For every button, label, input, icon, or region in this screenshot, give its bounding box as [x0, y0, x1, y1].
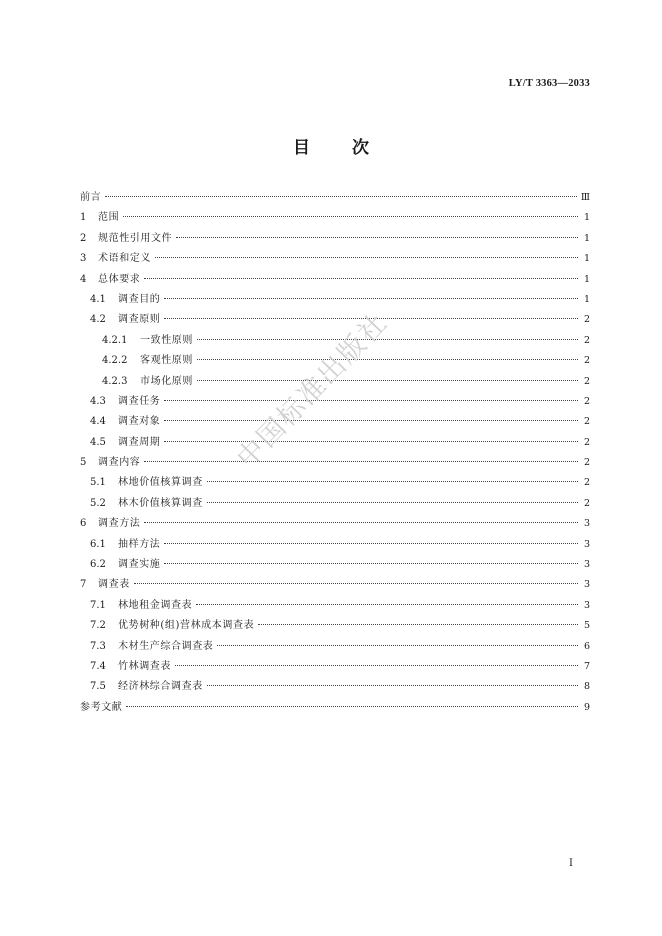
- toc-leader-dots: [155, 257, 578, 258]
- toc-entry-page: 2: [583, 416, 590, 428]
- toc-entry[interactable]: [80, 637, 590, 657]
- toc-entry-title: 木材生产综合调查表: [118, 640, 214, 652]
- toc-entry-title: 抽样方法: [118, 538, 161, 550]
- toc-entry-title: 参考文献: [80, 701, 123, 713]
- toc-leader-dots: [207, 481, 578, 482]
- toc-entry-number: 4.1: [90, 293, 106, 305]
- toc-leader-dots: [126, 706, 578, 707]
- toc-leader-dots: [164, 563, 578, 564]
- toc-entry-number: 7.4: [90, 660, 106, 672]
- toc-entry-number: 7: [80, 579, 87, 591]
- toc-entry-number: 6: [80, 518, 87, 530]
- toc-entry-page: 3: [583, 518, 590, 530]
- toc-leader-dots: [197, 359, 578, 360]
- toc-entry-page: 7: [583, 660, 590, 672]
- toc-entry-page: 6: [583, 640, 590, 652]
- toc-entry-number: 6.2: [90, 559, 106, 571]
- toc-leader-dots: [105, 196, 577, 197]
- toc-entry[interactable]: [80, 677, 590, 697]
- toc-entry-title: 调查原则: [118, 314, 161, 326]
- toc-entry-page: Ⅲ: [580, 192, 590, 203]
- standard-code: LY/T 3363—2033: [508, 78, 590, 89]
- toc-leader-dots: [197, 380, 578, 381]
- toc-entry[interactable]: [80, 188, 590, 208]
- toc-entry[interactable]: [80, 433, 590, 453]
- toc-entry-page: 2: [583, 375, 590, 387]
- toc-entry-title: 林地价值核算调查: [118, 477, 203, 489]
- watermark: 中国标准出版社: [231, 306, 395, 475]
- page-number: I: [569, 858, 573, 869]
- toc-entry[interactable]: [80, 453, 590, 473]
- toc-leader-dots: [144, 461, 578, 462]
- toc-entry-page: 2: [583, 436, 590, 448]
- toc-entry[interactable]: [80, 494, 590, 514]
- toc-entry[interactable]: [80, 514, 590, 534]
- toc-entry-title: 调查方法: [98, 518, 141, 530]
- toc-entry[interactable]: [80, 229, 590, 249]
- toc-entry-page: 1: [583, 293, 590, 305]
- toc-entry-number: 6.1: [90, 538, 106, 550]
- toc-entry-page: 5: [583, 620, 590, 632]
- toc-entry-page: 2: [583, 334, 590, 346]
- toc-leader-dots: [164, 400, 578, 401]
- toc-entry[interactable]: [80, 290, 590, 310]
- toc-entry-page: 3: [583, 599, 590, 611]
- toc-leader-dots: [175, 665, 578, 666]
- toc-entry-number: 5.1: [90, 477, 106, 489]
- toc-leader-dots: [197, 339, 578, 340]
- toc-entry-number: 7.5: [90, 681, 106, 693]
- toc-entry-page: 8: [583, 681, 590, 693]
- toc-entry-page: 3: [583, 538, 590, 550]
- toc-entry[interactable]: [80, 657, 590, 677]
- toc-entry[interactable]: [80, 310, 590, 330]
- toc-entry-page: 2: [583, 497, 590, 509]
- toc-entry-page: 1: [583, 212, 590, 224]
- toc-entry-number: 4.2.3: [102, 375, 128, 387]
- toc-entry-title: 总体要求: [98, 273, 141, 285]
- toc-entry[interactable]: [80, 555, 590, 575]
- toc-leader-dots: [207, 685, 578, 686]
- toc-entry-title: 调查内容: [98, 457, 141, 469]
- toc-entry-title: 经济林综合调查表: [118, 681, 203, 693]
- toc-entry[interactable]: [80, 412, 590, 432]
- toc-entry-number: 7.1: [90, 599, 106, 611]
- toc-entry-page: 2: [583, 477, 590, 489]
- toc-entry-title: 前言: [80, 192, 102, 203]
- toc-entry-page: 1: [583, 273, 590, 285]
- toc-leader-dots: [258, 624, 578, 625]
- toc-entry-title: 竹林调查表: [118, 660, 171, 672]
- toc-entry-title: 林地租金调查表: [118, 599, 193, 611]
- toc-entry-number: 2: [80, 232, 87, 244]
- toc-leader-dots: [176, 237, 578, 238]
- toc-entry-page: 2: [583, 457, 590, 469]
- toc-entry-number: 4.3: [90, 395, 106, 407]
- toc-entry[interactable]: [80, 208, 590, 228]
- toc-entry-page: 2: [583, 395, 590, 407]
- table-of-contents: [80, 188, 590, 718]
- toc-entry-number: 7.3: [90, 640, 106, 652]
- toc-entry-title: 调查任务: [118, 395, 161, 407]
- toc-entry-number: 4.2.1: [102, 334, 128, 346]
- title-part-1: 目: [293, 138, 310, 158]
- toc-entry-title: 市场化原则: [140, 375, 193, 387]
- toc-entry-number: 4.4: [90, 416, 106, 428]
- toc-entry-title: 优势树种(组)营林成本调查表: [118, 620, 255, 632]
- toc-entry-number: 5.2: [90, 497, 106, 509]
- toc-entry-title: 林木价值核算调查: [118, 497, 203, 509]
- toc-entry-number: 5: [80, 457, 87, 469]
- toc-entry-number: 1: [80, 212, 87, 224]
- title-part-2: 次: [352, 138, 369, 158]
- toc-leader-dots: [123, 216, 578, 217]
- toc-entry-title: 调查表: [98, 579, 130, 591]
- toc-leader-dots: [164, 298, 578, 299]
- toc-entry-page: 3: [583, 559, 590, 571]
- toc-entry-number: 4.5: [90, 436, 106, 448]
- toc-entry-page: 2: [583, 314, 590, 326]
- toc-entry[interactable]: [80, 270, 590, 290]
- toc-entry-title: 客观性原则: [140, 355, 193, 367]
- toc-entry-title: 调查周期: [118, 436, 161, 448]
- toc-leader-dots: [164, 420, 578, 421]
- toc-entry[interactable]: [80, 473, 590, 493]
- toc-entry-title: 调查目的: [118, 293, 161, 305]
- toc-entry[interactable]: [80, 535, 590, 555]
- toc-entry[interactable]: [80, 596, 590, 616]
- toc-entry-number: 7.2: [90, 620, 106, 632]
- toc-leader-dots: [217, 645, 578, 646]
- toc-entry-page: 1: [583, 253, 590, 265]
- toc-entry-page: 9: [583, 701, 590, 713]
- toc-leader-dots: [144, 278, 578, 279]
- toc-entry[interactable]: [80, 249, 590, 269]
- toc-leader-dots: [196, 604, 578, 605]
- toc-leader-dots: [134, 583, 578, 584]
- toc-entry[interactable]: [80, 392, 590, 412]
- toc-entry-title: 范围: [98, 212, 120, 224]
- toc-entry-title: 调查实施: [118, 559, 161, 571]
- toc-entry-title: 术语和定义: [98, 253, 151, 265]
- toc-entry[interactable]: [80, 698, 590, 718]
- toc-leader-dots: [207, 502, 578, 503]
- toc-entry-number: 4.2: [90, 314, 106, 326]
- toc-entry[interactable]: [80, 575, 590, 595]
- toc-leader-dots: [164, 441, 578, 442]
- toc-entry-title: 调查对象: [118, 416, 161, 428]
- toc-entry-title: 一致性原则: [140, 334, 193, 346]
- toc-entry-number: 4.2.2: [102, 355, 128, 367]
- toc-leader-dots: [164, 543, 578, 544]
- toc-entry-page: 1: [583, 232, 590, 244]
- toc-entry-number: 3: [80, 253, 87, 265]
- toc-entry-page: 3: [583, 579, 590, 591]
- toc-entry[interactable]: [80, 616, 590, 636]
- toc-leader-dots: [144, 522, 578, 523]
- toc-entry-page: 2: [583, 355, 590, 367]
- toc-entry-title: 规范性引用文件: [98, 232, 173, 244]
- page-title: [0, 133, 662, 158]
- toc-entry-number: 4: [80, 273, 87, 285]
